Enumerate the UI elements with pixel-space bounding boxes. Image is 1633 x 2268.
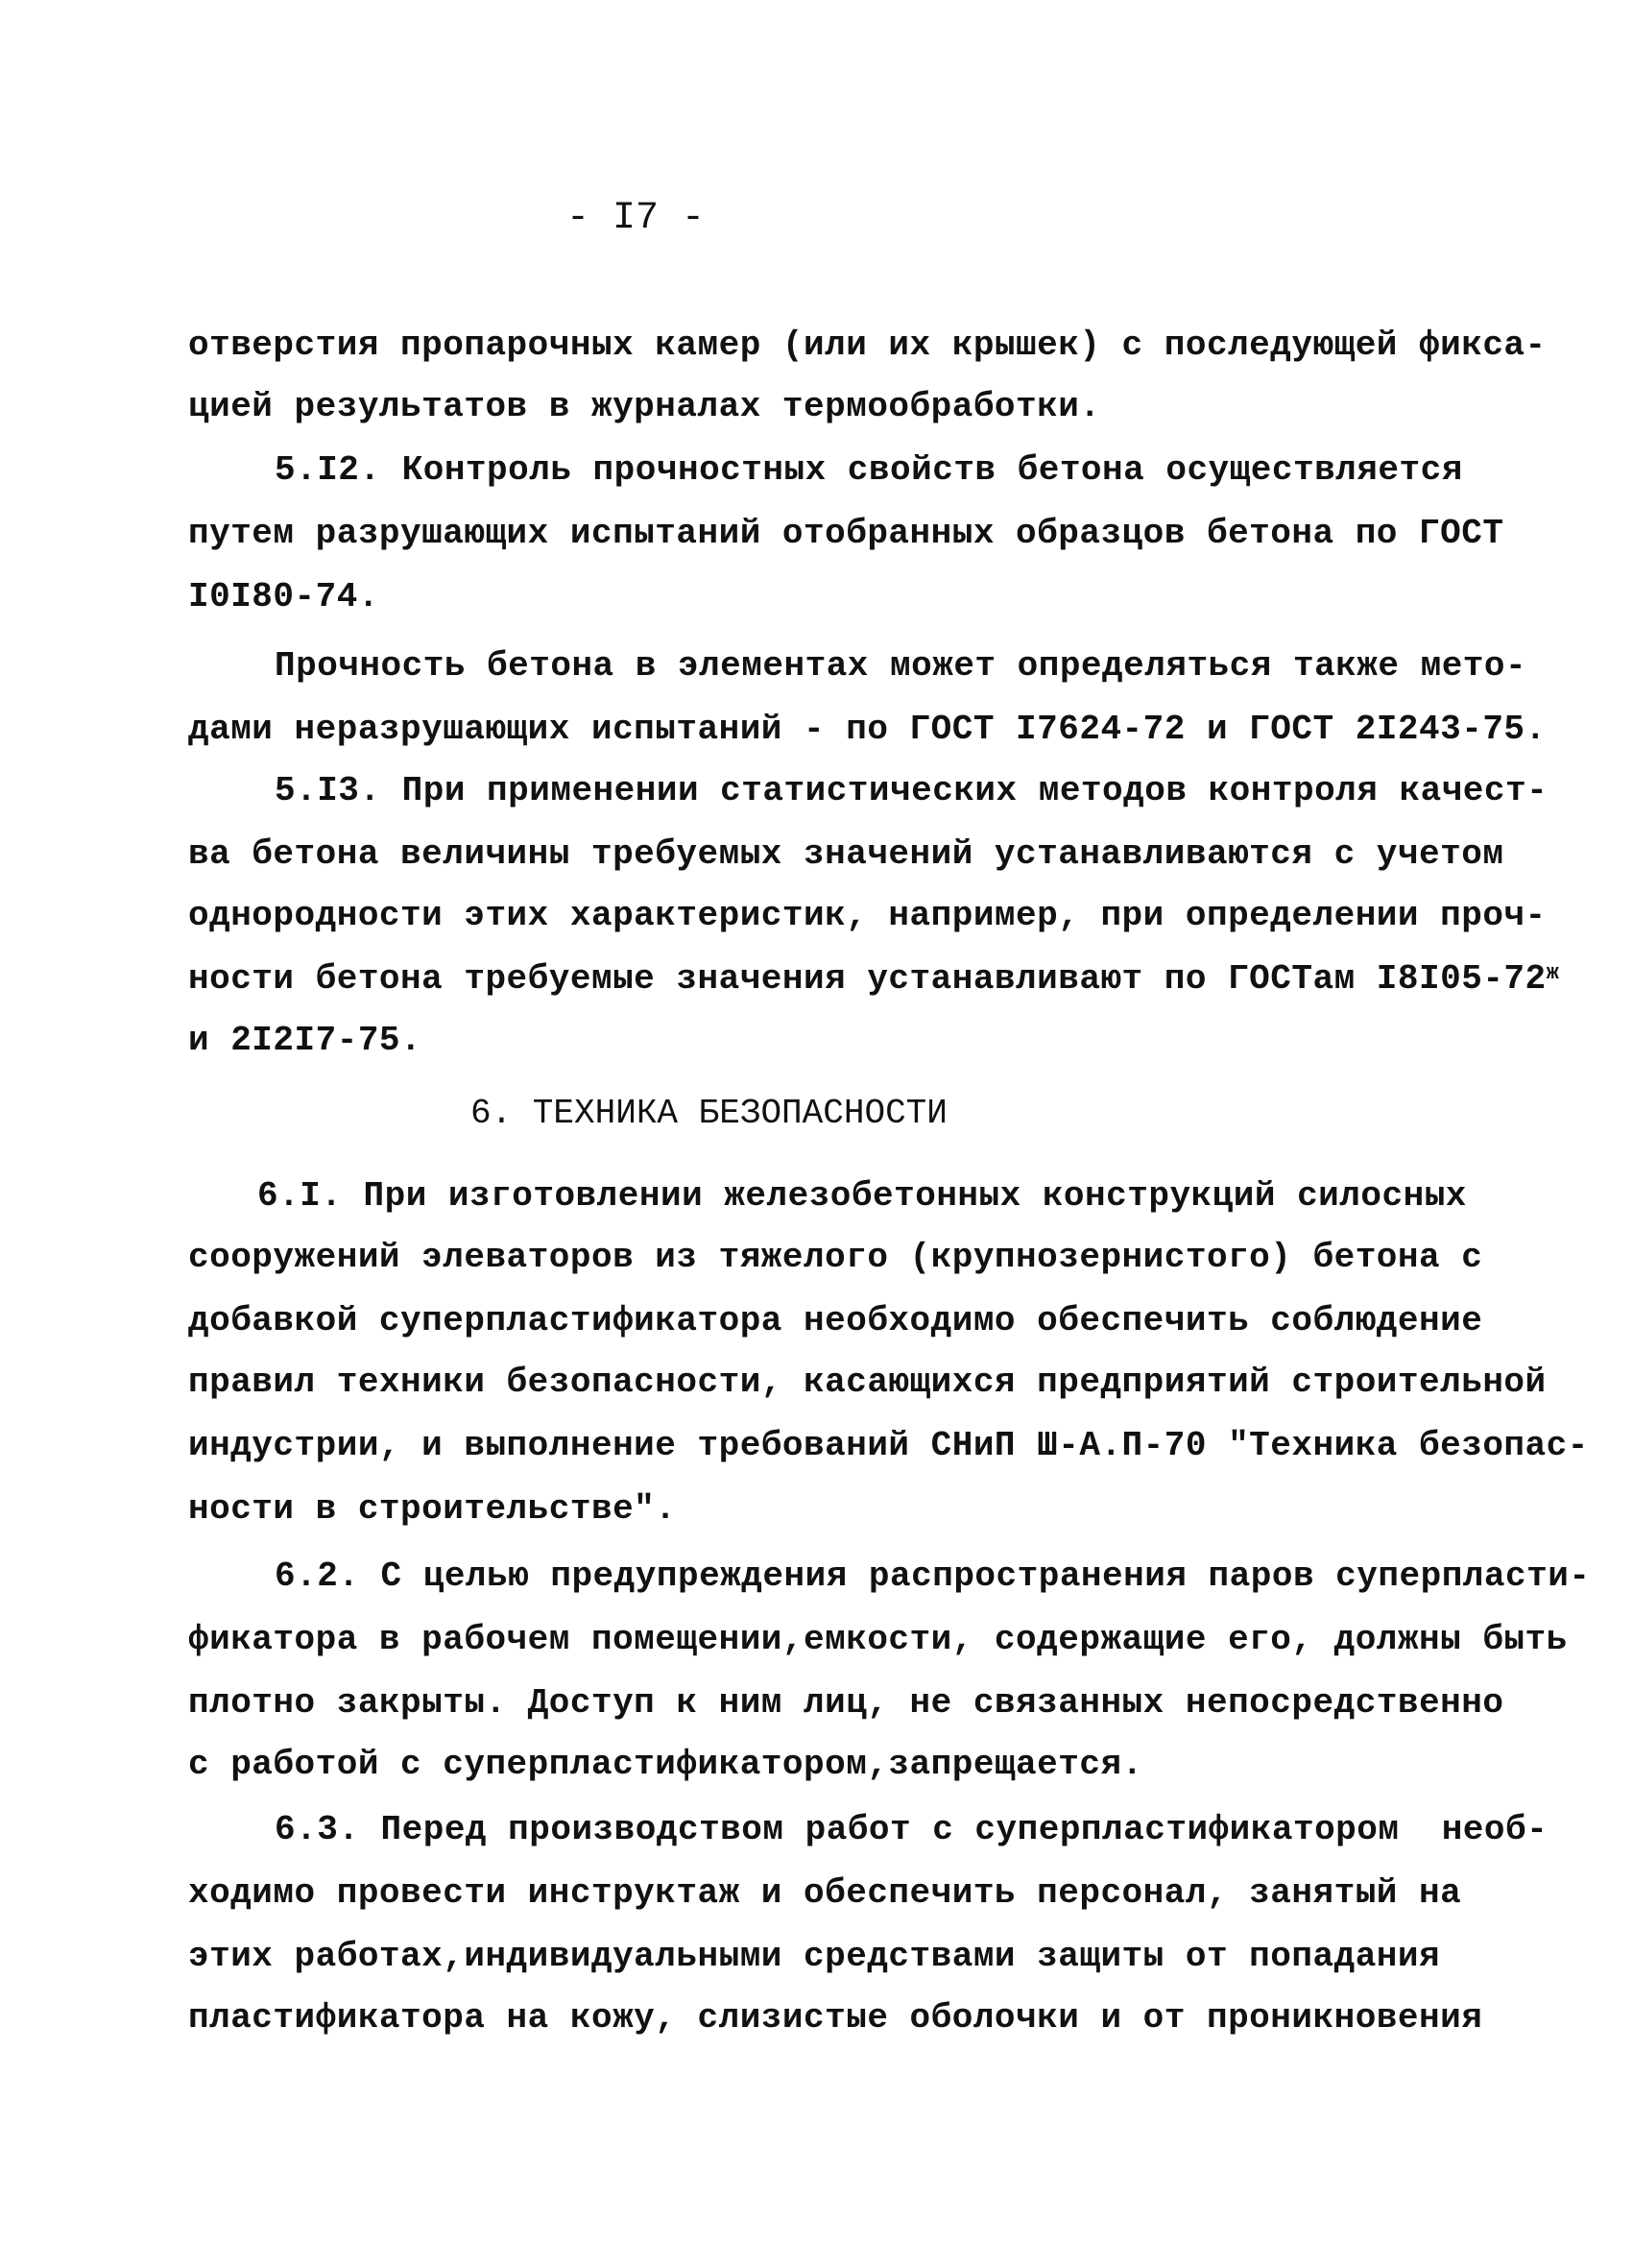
text-line: пластификатора на кожу, слизистые оболочки и от проникновения <box>188 1998 1483 2038</box>
text-line: цией результатов в журналах термообработки. <box>188 387 1101 426</box>
text-line: 5.I2. Контроль прочностных свойств бетона осуществляется <box>275 450 1463 490</box>
text-line: 6.3. Перед производством работ с суперпластификатором необ- <box>275 1810 1549 1849</box>
text-line: этих работах,индивидуальными средствами защиты от попадания <box>188 1937 1441 1976</box>
text-line: ности в строительстве". <box>188 1489 677 1529</box>
text-line: добавкой суперпластификатора необходимо обеспечить соблюдение <box>188 1301 1483 1340</box>
text-line: путем разрушающих испытаний отобранных образцов бетона по ГОСТ <box>188 514 1504 553</box>
text-line: плотно закрыты. Доступ к ним лиц, не связанных непосредственно <box>188 1683 1504 1723</box>
text-line: и 2I2I7-75. <box>188 1021 422 1060</box>
text-line: отверстия пропарочных камер (или их крышек) с последующей фикса- <box>188 326 1547 365</box>
text-line: дами неразрушающих испытаний - по ГОСТ I7624-72 и ГОСТ 2I243-75. <box>188 710 1547 749</box>
text-line: индустрии, и выполнение требований СНиП Ш-А.П-70 "Техника безопас- <box>188 1426 1589 1465</box>
text-line: 6.2. С целью предупреждения распространения паров суперпласти- <box>275 1556 1591 1596</box>
text-line: сооружений элеваторов из тяжелого (крупнозернистого) бетона с <box>188 1238 1483 1277</box>
text-line: однородности этих характеристик, например, при определении проч- <box>188 896 1547 935</box>
section-heading: 6. ТЕХНИКА БЕЗОПАСНОСТИ <box>470 1094 948 1133</box>
text-line-with-footnote <box>188 958 1559 1001</box>
text-line: ности бетона требуемые значения устанавливают по ГОСТам I8I05-72 <box>188 959 1547 999</box>
text-line: ходимо провести инструктаж и обеспечить персонал, занятый на <box>188 1873 1462 1913</box>
text-line: с работой с суперпластификатором,запрещается. <box>188 1745 1143 1784</box>
text-line: фикатора в рабочем помещении,емкости, содержащие его, должны быть <box>188 1620 1568 1659</box>
footnote-mark: ж <box>1546 961 1560 985</box>
text-line: правил техники безопасности, касающихся предприятий строительной <box>188 1363 1547 1402</box>
text-line: ва бетона величины требуемых значений устанавливаются с учетом <box>188 834 1504 874</box>
text-line: Прочность бетона в элементах может определяться также мето- <box>275 646 1527 686</box>
text-line: 6.I. При изготовлении железобетонных конструкций силосных <box>257 1176 1467 1216</box>
page-number: - I7 - <box>566 197 706 240</box>
text-line: 5.I3. При применении статистических методов контроля качест- <box>275 771 1549 810</box>
text-line: I0I80-74. <box>188 577 379 616</box>
